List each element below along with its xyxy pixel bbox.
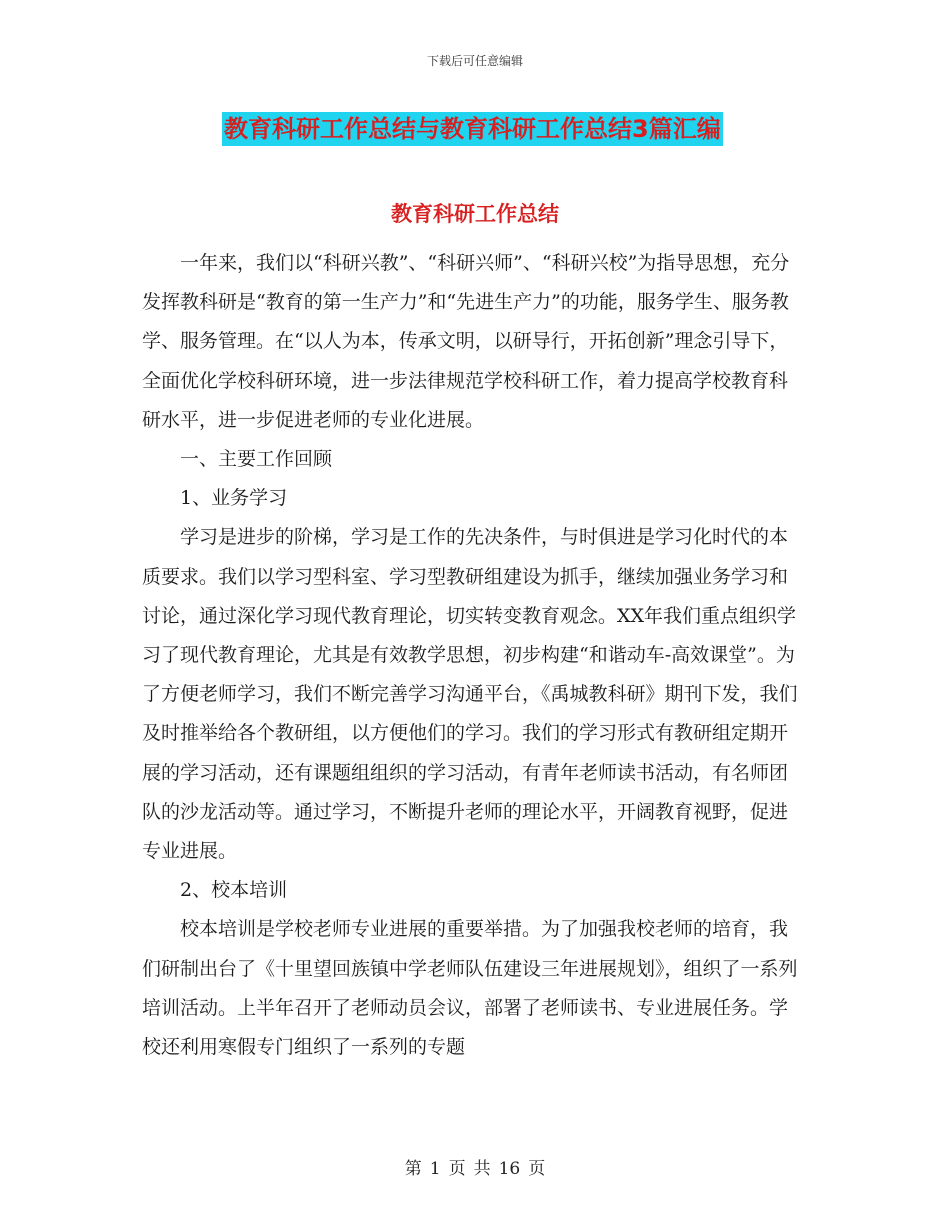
document-title: 教育科研工作总结与教育科研工作总结3篇汇编: [222, 112, 723, 146]
footer-total-pages: 16: [498, 1159, 521, 1179]
paragraph-school-training: 校本培训是学校老师专业进展的重要举措。为了加强我校老师的培育，我们研制出台了《十里望回族镇中学老师队伍建设三年进展规划》，组织了一系列培训活动。上半年召开了老师动员会议，部署了老师读书、专业进展任务。学校还利用寒假专门组织了一系列的专题: [142, 918, 798, 1059]
footer-page-number: 1: [429, 1159, 441, 1179]
footer-label-ye: 页: [448, 1159, 466, 1179]
heading-business-study: 1、业务学习: [180, 487, 288, 510]
footer-label-di: 第: [404, 1159, 422, 1179]
section-title: 教育科研工作总结: [391, 202, 559, 226]
heading-school-training: 2、校本培训: [180, 879, 288, 902]
footer-label-gong: 共: [473, 1159, 491, 1179]
page-footer: [0, 1154, 950, 1179]
paragraph-intro: 一年来，我们以“科研兴教”、“科研兴师”、“科研兴校”为指导思想，充分发挥教科研是“教育的第一生产力”和“先进生产力”的功能，服务学生、服务教学、服务管理。在“以人为本，传承文明，以研导行，开拓创新”理念引导下，全面优化学校科研环境，进一步法律规范学校科研工作，着力提高学校教育科研水平，进一步促进老师的专业化进展。: [142, 252, 790, 431]
paragraph-business-study: 学习是进步的阶梯，学习是工作的先决条件，与时俱进是学习化时代的本质要求。我们以学习型科室、学习型教研组建设为抓手，继续加强业务学习和讨论，通过深化学习现代教育理论，切实转变教育观念。XX年我们重点组织学习了现代教育理论，尤其是有效教学思想，初步构建“和谐动车-高效课堂”。为了方便老师学习，我们不断完善学习沟通平台，《禹城教科研》期刊下发，我们及时推举给各个教研组，以方便他们的学习。我们的学习形式有教研组定期开展的学习活动，还有课题组组织的学习活动，有青年老师读书活动，有名师团队的沙龙活动等。通过学习，不断提升老师的理论水平，开阔教育视野，促进专业进展。: [142, 526, 798, 863]
heading-main-review: 一、主要工作回顾: [180, 448, 333, 471]
header-note: 下载后可任意编辑: [426, 54, 523, 68]
footer-label-ye2: 页: [528, 1159, 546, 1179]
body-text: [142, 244, 802, 1067]
